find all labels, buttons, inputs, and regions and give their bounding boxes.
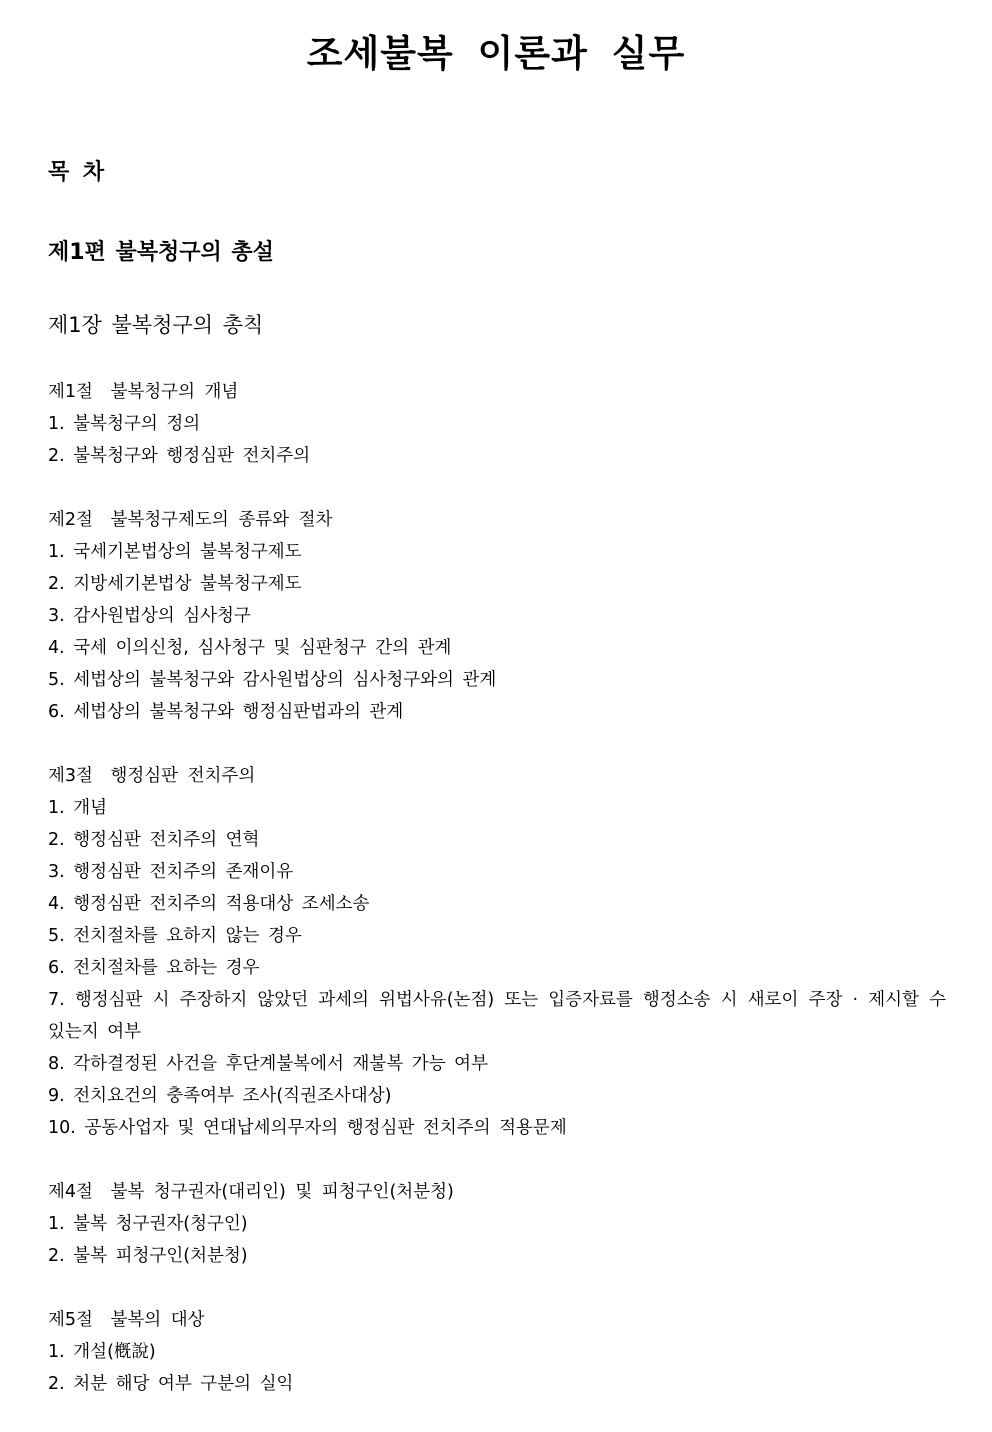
toc-section-3 [48, 760, 946, 1144]
toc-item: 7. 행정심판 시 주장하지 않았던 과세의 위법사유(논점) 또는 입증자료를 행정소송 시 새로이 주장 · 제시할 수 있는지 여부 [48, 990, 946, 1042]
toc-heading: 목 차 [48, 160, 105, 185]
toc-item: 8. 각하결정된 사건을 후단계불복에서 재불복 가능 여부 [48, 1054, 488, 1074]
toc-item: 1. 개설(槪說) [48, 1342, 156, 1362]
document-title: 조세불복 이론과 실무 [306, 32, 686, 75]
toc-item: 10. 공동사업자 및 연대납세의무자의 행정심판 전치주의 적용문제 [48, 1118, 567, 1138]
section-title: 제1절 불복청구의 개념 [48, 382, 239, 402]
toc-item: 2. 불복청구와 행정심판 전치주의 [48, 446, 311, 466]
toc-section-5 [48, 1304, 946, 1400]
toc-item: 2. 지방세기본법상 불복청구제도 [48, 574, 302, 594]
toc-item: 6. 세법상의 불복청구와 행정심판법과의 관계 [48, 702, 404, 722]
toc-item: 1. 불복청구의 정의 [48, 414, 201, 434]
toc-item: 3. 감사원법상의 심사청구 [48, 606, 251, 626]
toc-item: 4. 행정심판 전치주의 적용대상 조세소송 [48, 894, 370, 914]
toc-section-1 [48, 376, 946, 472]
toc-item: 1. 불복 청구권자(청구인) [48, 1214, 248, 1234]
toc-sections [48, 376, 946, 1432]
section-title: 제5절 불복의 대상 [48, 1310, 205, 1330]
part-title: 제1편 불복청구의 총설 [48, 240, 274, 265]
section-title: 제4절 불복 청구권자(대리인) 및 피청구인(처분청) [48, 1182, 454, 1202]
chapter-title: 제1장 불복청구의 총칙 [48, 313, 264, 337]
toc-section-2 [48, 504, 946, 728]
toc-item: 1. 개념 [48, 798, 108, 818]
toc-item: 9. 전치요건의 충족여부 조사(직권조사대상) [48, 1086, 392, 1106]
toc-item: 4. 국세 이의신청, 심사청구 및 심판청구 간의 관계 [48, 638, 452, 658]
toc-item: 2. 불복 피청구인(처분청) [48, 1246, 248, 1266]
toc-item: 2. 처분 해당 여부 구분의 실익 [48, 1374, 294, 1394]
toc-item: 5. 세법상의 불복청구와 감사원법상의 심사청구와의 관계 [48, 670, 497, 690]
section-title: 제3절 행정심판 전치주의 [48, 766, 256, 786]
section-title: 제2절 불복청구제도의 종류와 절차 [48, 510, 333, 530]
toc-item: 5. 전치절차를 요하지 않는 경우 [48, 926, 302, 946]
toc-item: 6. 전치절차를 요하는 경우 [48, 958, 260, 978]
toc-item: 2. 행정심판 전치주의 연혁 [48, 830, 260, 850]
toc-item: 3. 행정심판 전치주의 존재이유 [48, 862, 294, 882]
toc-item: 1. 국세기본법상의 불복청구제도 [48, 542, 302, 562]
toc-section-4 [48, 1176, 946, 1272]
